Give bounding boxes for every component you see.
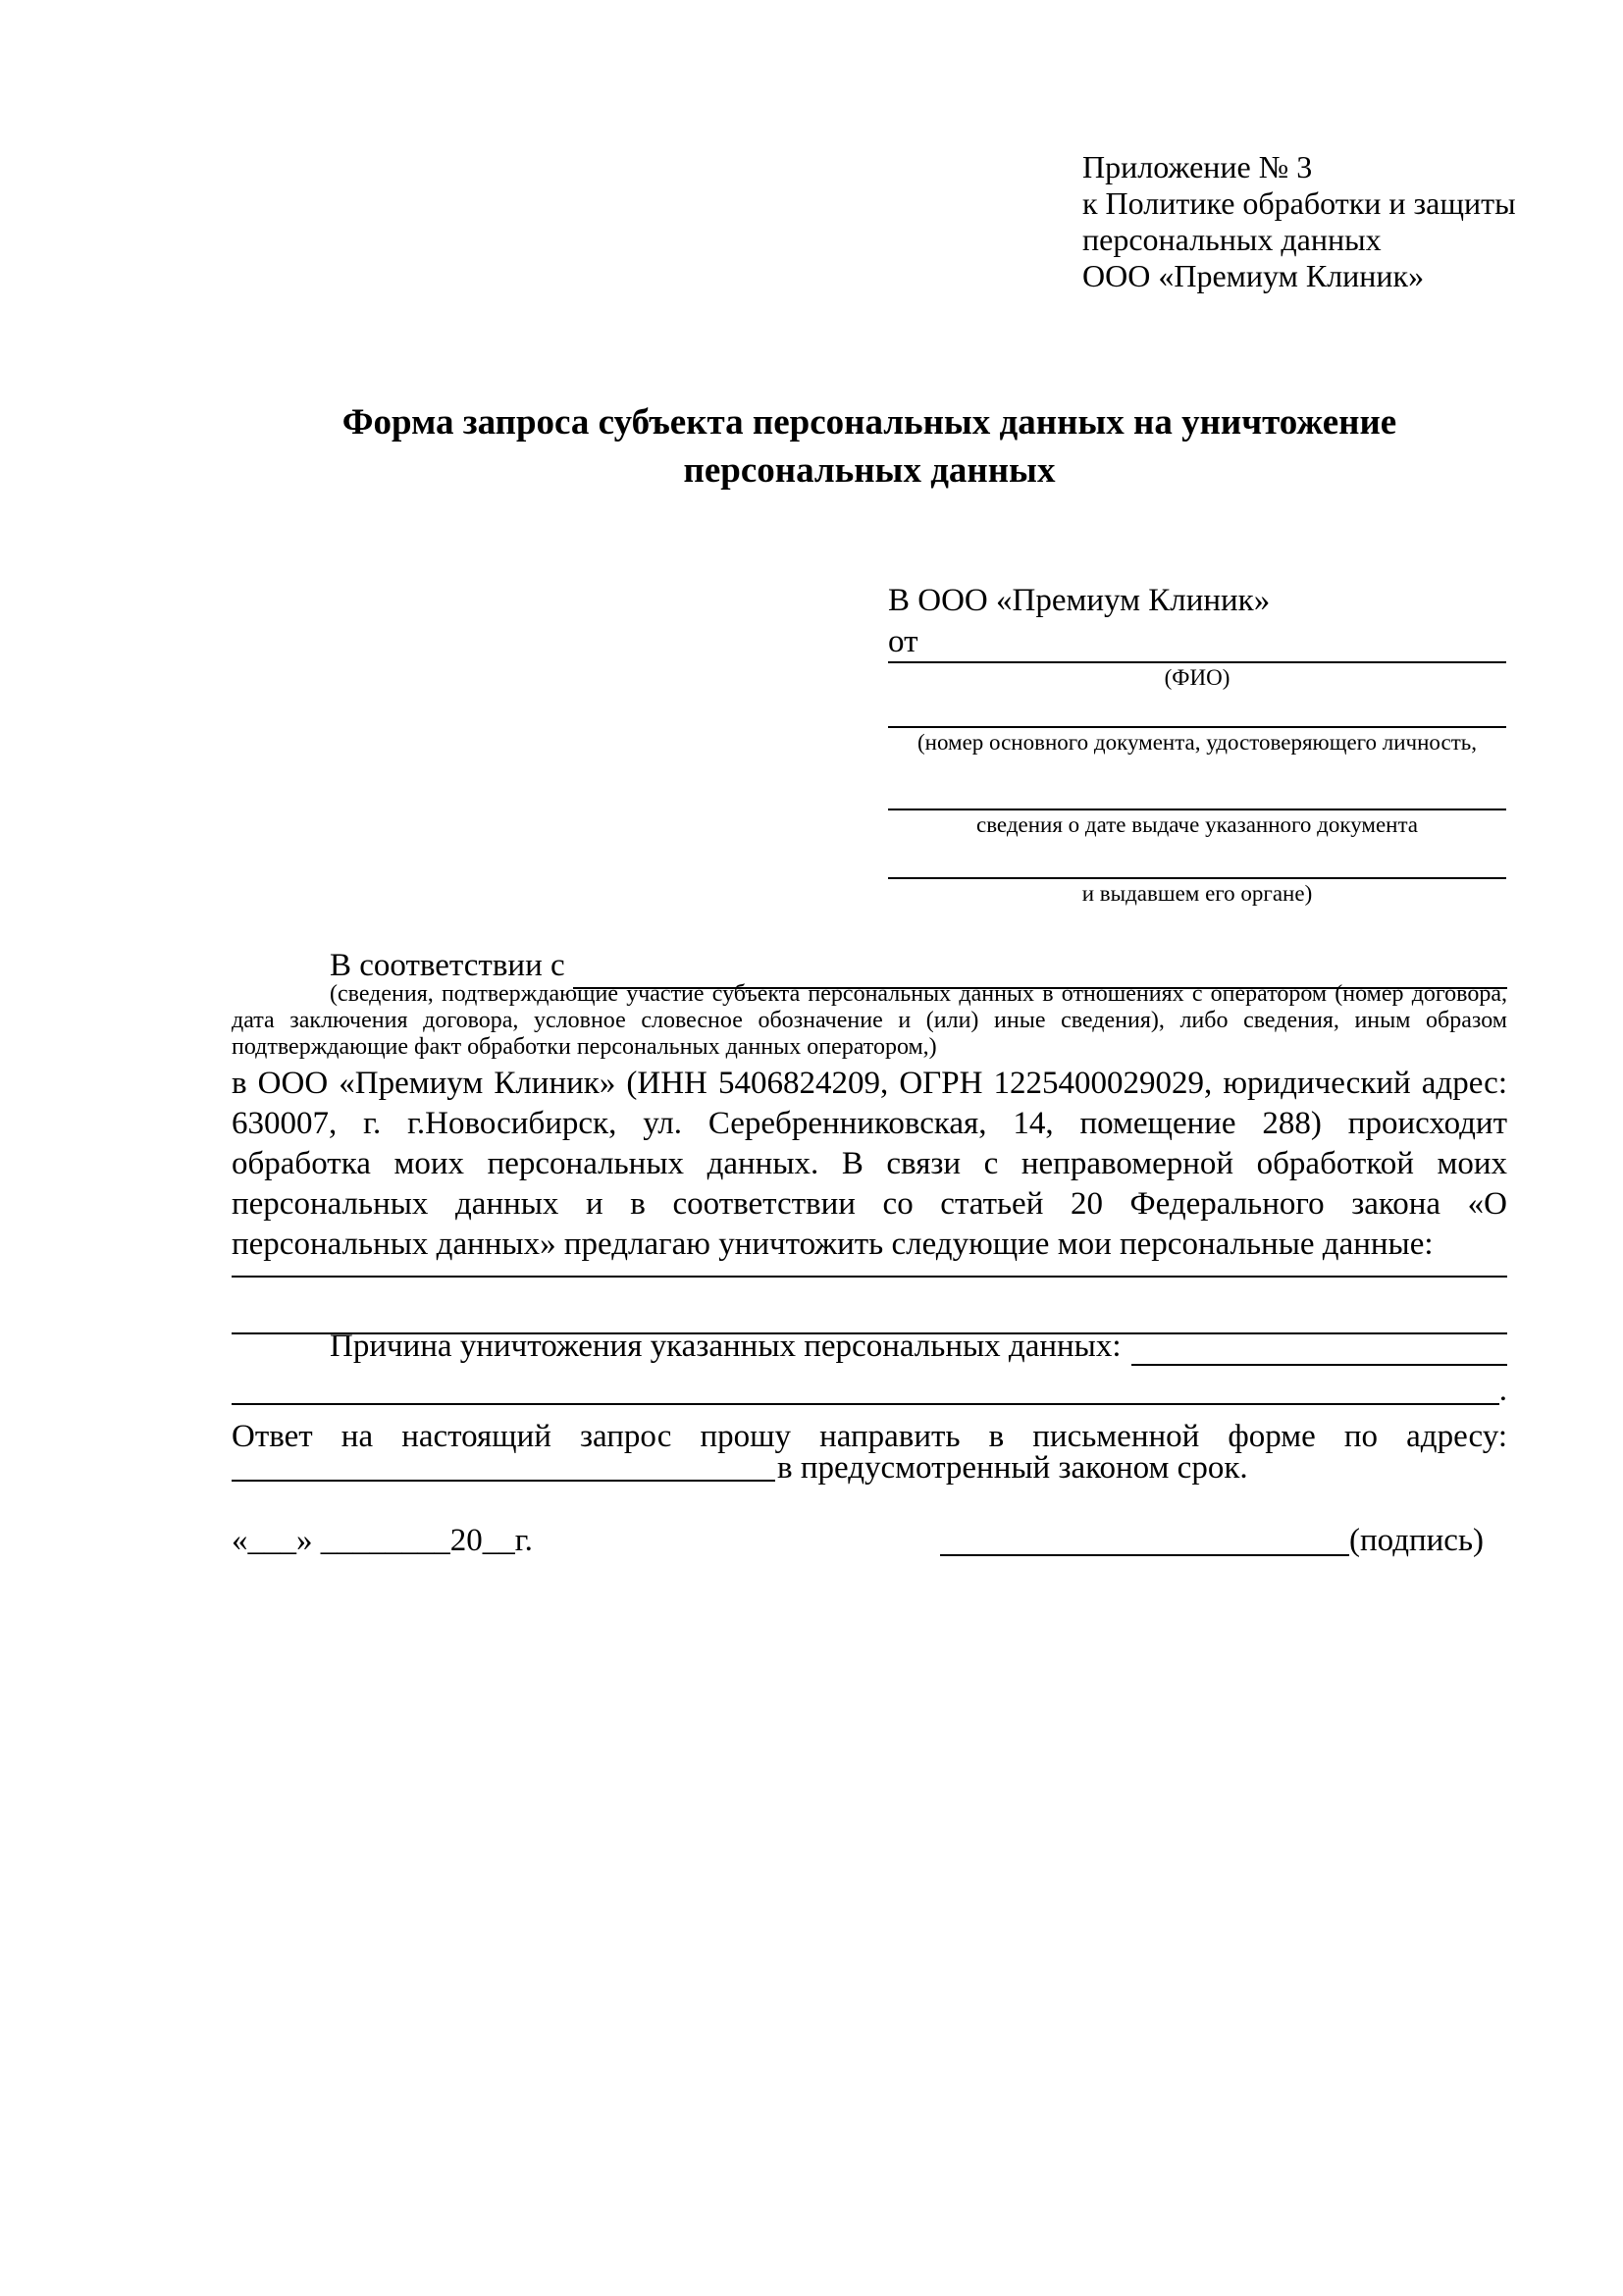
reason-blank-line: [1131, 1329, 1507, 1366]
issue-date-caption: сведения о дате выдаче указанного документа: [975, 812, 1419, 837]
response-tail: в предусмотренный законом срок.: [777, 1450, 1248, 1486]
issue-date-field-line: [888, 777, 1506, 810]
personal-data-blank-line-1: [232, 1248, 1507, 1278]
document-title-line-2: персональных данных: [683, 450, 1056, 491]
appendix-header: [1082, 149, 1516, 294]
from-label: от: [888, 624, 918, 659]
reason-label: Причина уничтожения указанных персональных данных:: [330, 1329, 1122, 1364]
document-title: [232, 398, 1507, 495]
accordance-note: (сведения, подтверждающие участие субъекта персональных данных в отношениях с оператором (номер договора, дата заключения договора, условное словесное обозначение и (или) иные сведения), либо сведения, иным образом подтверждающие факт обработки персональных данных оператором,): [232, 981, 1507, 1060]
reason-row: [232, 1329, 1507, 1366]
signature-caption: (подпись): [1349, 1523, 1484, 1558]
paragraph-indent: [232, 1329, 330, 1366]
main-paragraph: в ООО «Премиум Клиник» (ИНН 5406824209, ОГРН 1225400029029, юридический адрес: 630007, г. г.Новосибирск, ул. Серебренниковская, 14, помещение 288) происходит обработка моих персональных данных. В связи с неправомерной обработкой моих персональных данных и в соответствии со статьей 20 Федерального закона «О персональных данных» предлагаю уничтожить следующие мои персональные данные:: [232, 1066, 1507, 1262]
reason-blank-line-2: [232, 1403, 1499, 1405]
appendix-line-1: Приложение № 3: [1082, 149, 1313, 184]
response-address-row: [232, 1450, 1507, 1486]
date-placeholder: «___» ________20__г.: [232, 1523, 533, 1558]
issuing-authority-caption: и выдавшем его органе): [1081, 881, 1313, 906]
sentence-period: .: [1498, 1373, 1507, 1408]
fio-caption: (ФИО): [1164, 665, 1230, 690]
reason-continuation-row: [232, 1373, 1507, 1408]
issuing-authority-field-line: [888, 846, 1506, 879]
appendix-line-4: ООО «Премиум Клиник»: [1082, 258, 1425, 293]
from-field-line: [888, 622, 1506, 663]
footer-row: [232, 1523, 1507, 1556]
addressee-organization: В ООО «Премиум Клиник»: [888, 583, 1271, 618]
document-number-field-line: [888, 695, 1506, 728]
document-number-caption: (номер основного документа, удостоверяющего личность,: [916, 730, 1477, 755]
appendix-line-2: к Политике обработки и защиты: [1082, 185, 1516, 221]
accordance-label: В соответствии с: [330, 948, 565, 983]
signature-block: [940, 1523, 1484, 1556]
address-blank-line: [232, 1450, 775, 1482]
document-title-line-1: Форма запроса субъекта персональных данных на уничтожение: [341, 402, 1397, 443]
appendix-line-3: персональных данных: [1082, 222, 1382, 257]
response-sentence: Ответ на настоящий запрос прошу направить в письменной форме по адресу:: [232, 1419, 1507, 1454]
addressee-block: [888, 581, 1506, 907]
signature-blank-line: [940, 1523, 1349, 1556]
